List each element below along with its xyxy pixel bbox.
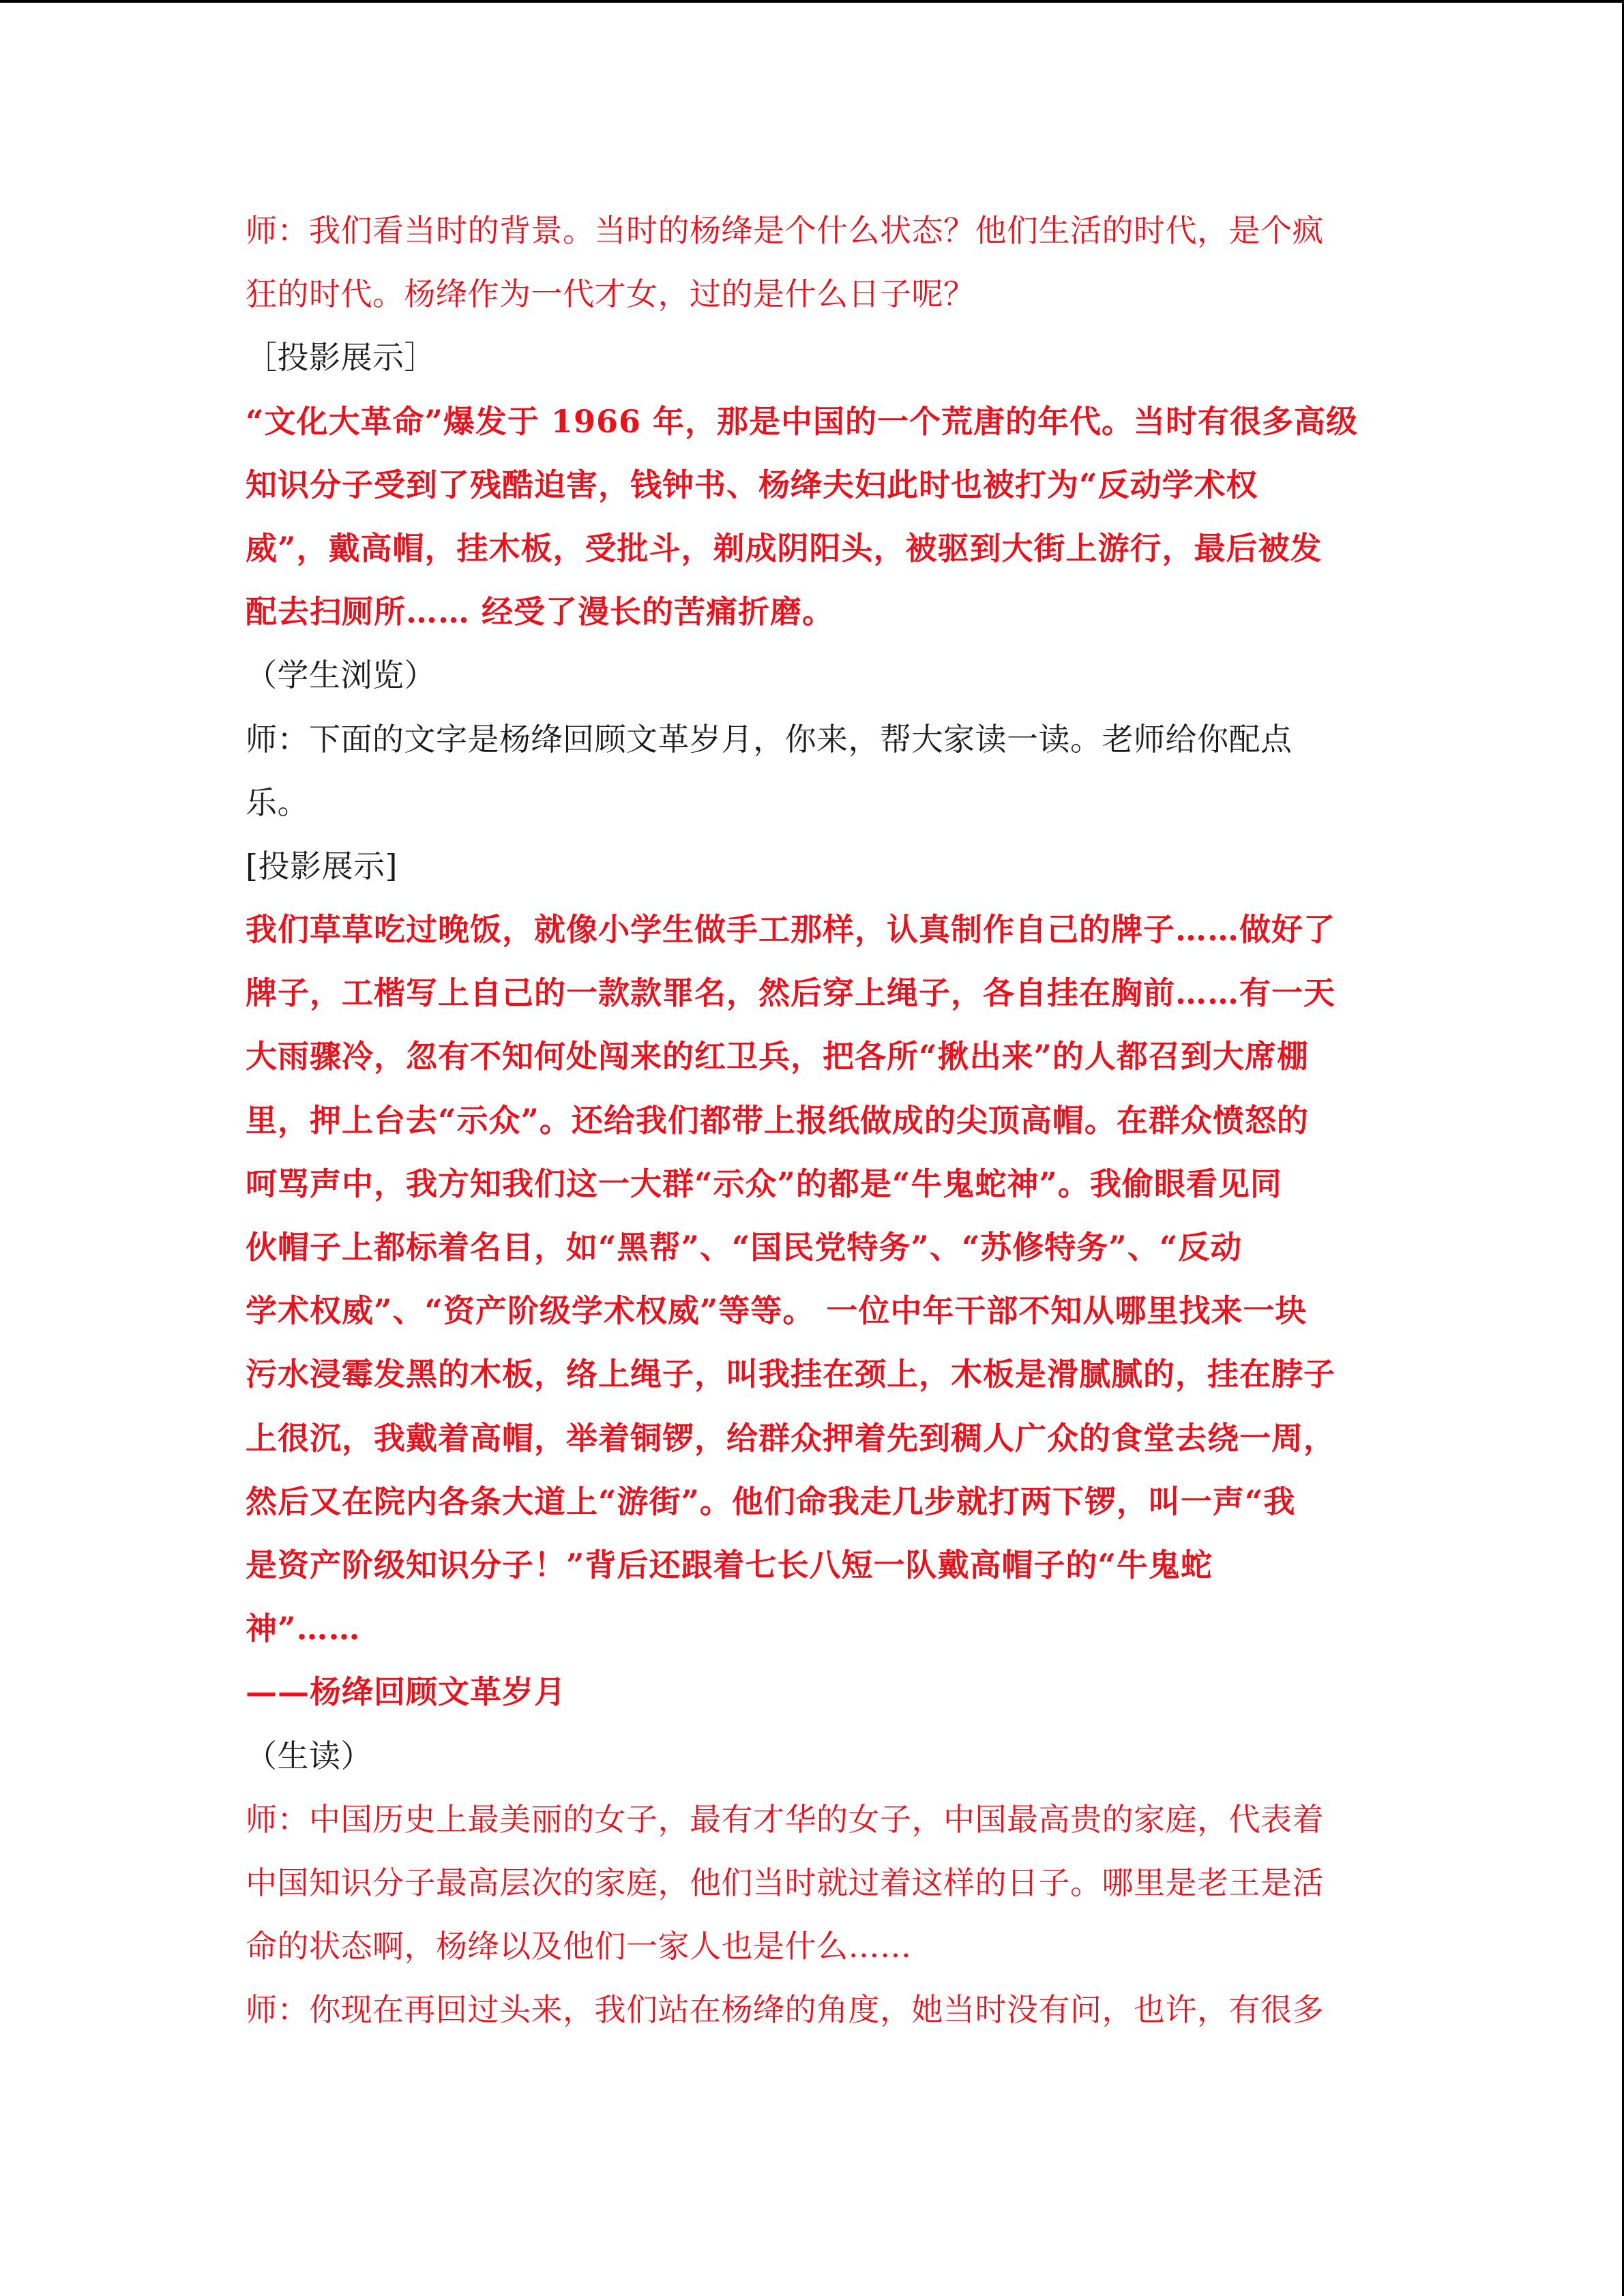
text-line: 伙帽子上都标着名目，如“黑帮”、“国民党特务”、“苏修特务”、“反动	[246, 1229, 1243, 1266]
text-line: （学生浏览）	[246, 657, 436, 694]
text-line: 呵骂声中，我方知我们这一大群“示众”的都是“牛鬼蛇神”。我偷眼看见同	[246, 1165, 1282, 1202]
text-line: [投影展示]	[246, 847, 398, 884]
text-line: 然后又在院内各条大道上“游街”。他们命我走几步就打两下锣，叫一声“我	[246, 1482, 1296, 1520]
document-body	[246, 199, 1405, 2042]
text-line: 中国知识分子最高层次的家庭，他们当时就过着这样的日子。哪里是老王是活	[246, 1864, 1324, 1901]
text-line: ——杨绛回顾文革岁月	[246, 1673, 566, 1711]
text-line: 命的状态啊，杨绛以及他们一家人也是什么……	[246, 1928, 912, 1965]
text-line: 上很沉，我戴着高帽，举着铜锣，给群众押着先到稠人广众的食堂去绕一周，	[246, 1419, 1335, 1457]
text-line: 我们草草吃过晚饭，就像小学生做手工那样，认真制作自己的牌子……做好了	[246, 911, 1335, 949]
text-line: 配去扫厕所…… 经受了漫长的苦痛折磨。	[246, 593, 835, 631]
text-line: 大雨骤冷，忽有不知何处闯来的红卫兵，把各所“揪出来”的人都召到大席棚	[246, 1038, 1309, 1075]
text-line: 学术权威”、“资产阶级学术权威”等等。 一位中年干部不知从哪里找来一块	[246, 1292, 1308, 1330]
text-line: 神”……	[246, 1610, 361, 1648]
text-line: ［投影展示］	[246, 339, 436, 376]
text-line: 知识分子受到了残酷迫害，钱钟书、杨绛夫妇此时也被打为“反动学术权	[246, 466, 1258, 503]
text-line: 师：下面的文字是杨绛回顾文革岁月，你来，帮大家读一读。老师给你配点	[246, 720, 1293, 758]
text-line: 威”，戴高帽，挂木板，受批斗，剃成阴阳头，被驱到大街上游行，最后被发	[246, 529, 1323, 567]
text-line: “文化大革命”爆发于 1966 年，那是中国的一个荒唐的年代。当时有很多高级	[246, 402, 1358, 440]
text-line: 牌子，工楷写上自己的一款款罪名，然后穿上绳子，各自挂在胸前……有一天	[246, 974, 1335, 1012]
text-line: 里，押上台去“示众”。还给我们都带上报纸做成的尖顶高帽。在群众愤怒的	[246, 1101, 1309, 1139]
page-top-border	[0, 0, 1624, 3]
text-line: 狂的时代。杨绛作为一代才女，过的是什么日子呢？	[246, 275, 975, 313]
text-line: 师：你现在再回过头来，我们站在杨绛的角度，她当时没有问，也许，有很多	[246, 1991, 1324, 2029]
text-line: 乐。	[246, 784, 309, 821]
text-line: 是资产阶级知识分子！”背后还跟着七长八短一队戴高帽子的“牛鬼蛇	[246, 1546, 1213, 1583]
text-line: （生读）	[246, 1737, 372, 1774]
text-line: 师：中国历史上最美丽的女子，最有才华的女子，中国最高贵的家庭，代表着	[246, 1800, 1324, 1838]
text-line: 污水浸霉发黑的木板，络上绳子，叫我挂在颈上，木板是滑腻腻的，挂在脖子	[246, 1356, 1335, 1393]
text-line: 师：我们看当时的背景。当时的杨绛是个什么状态？他们生活的时代，是个疯	[246, 212, 1324, 249]
